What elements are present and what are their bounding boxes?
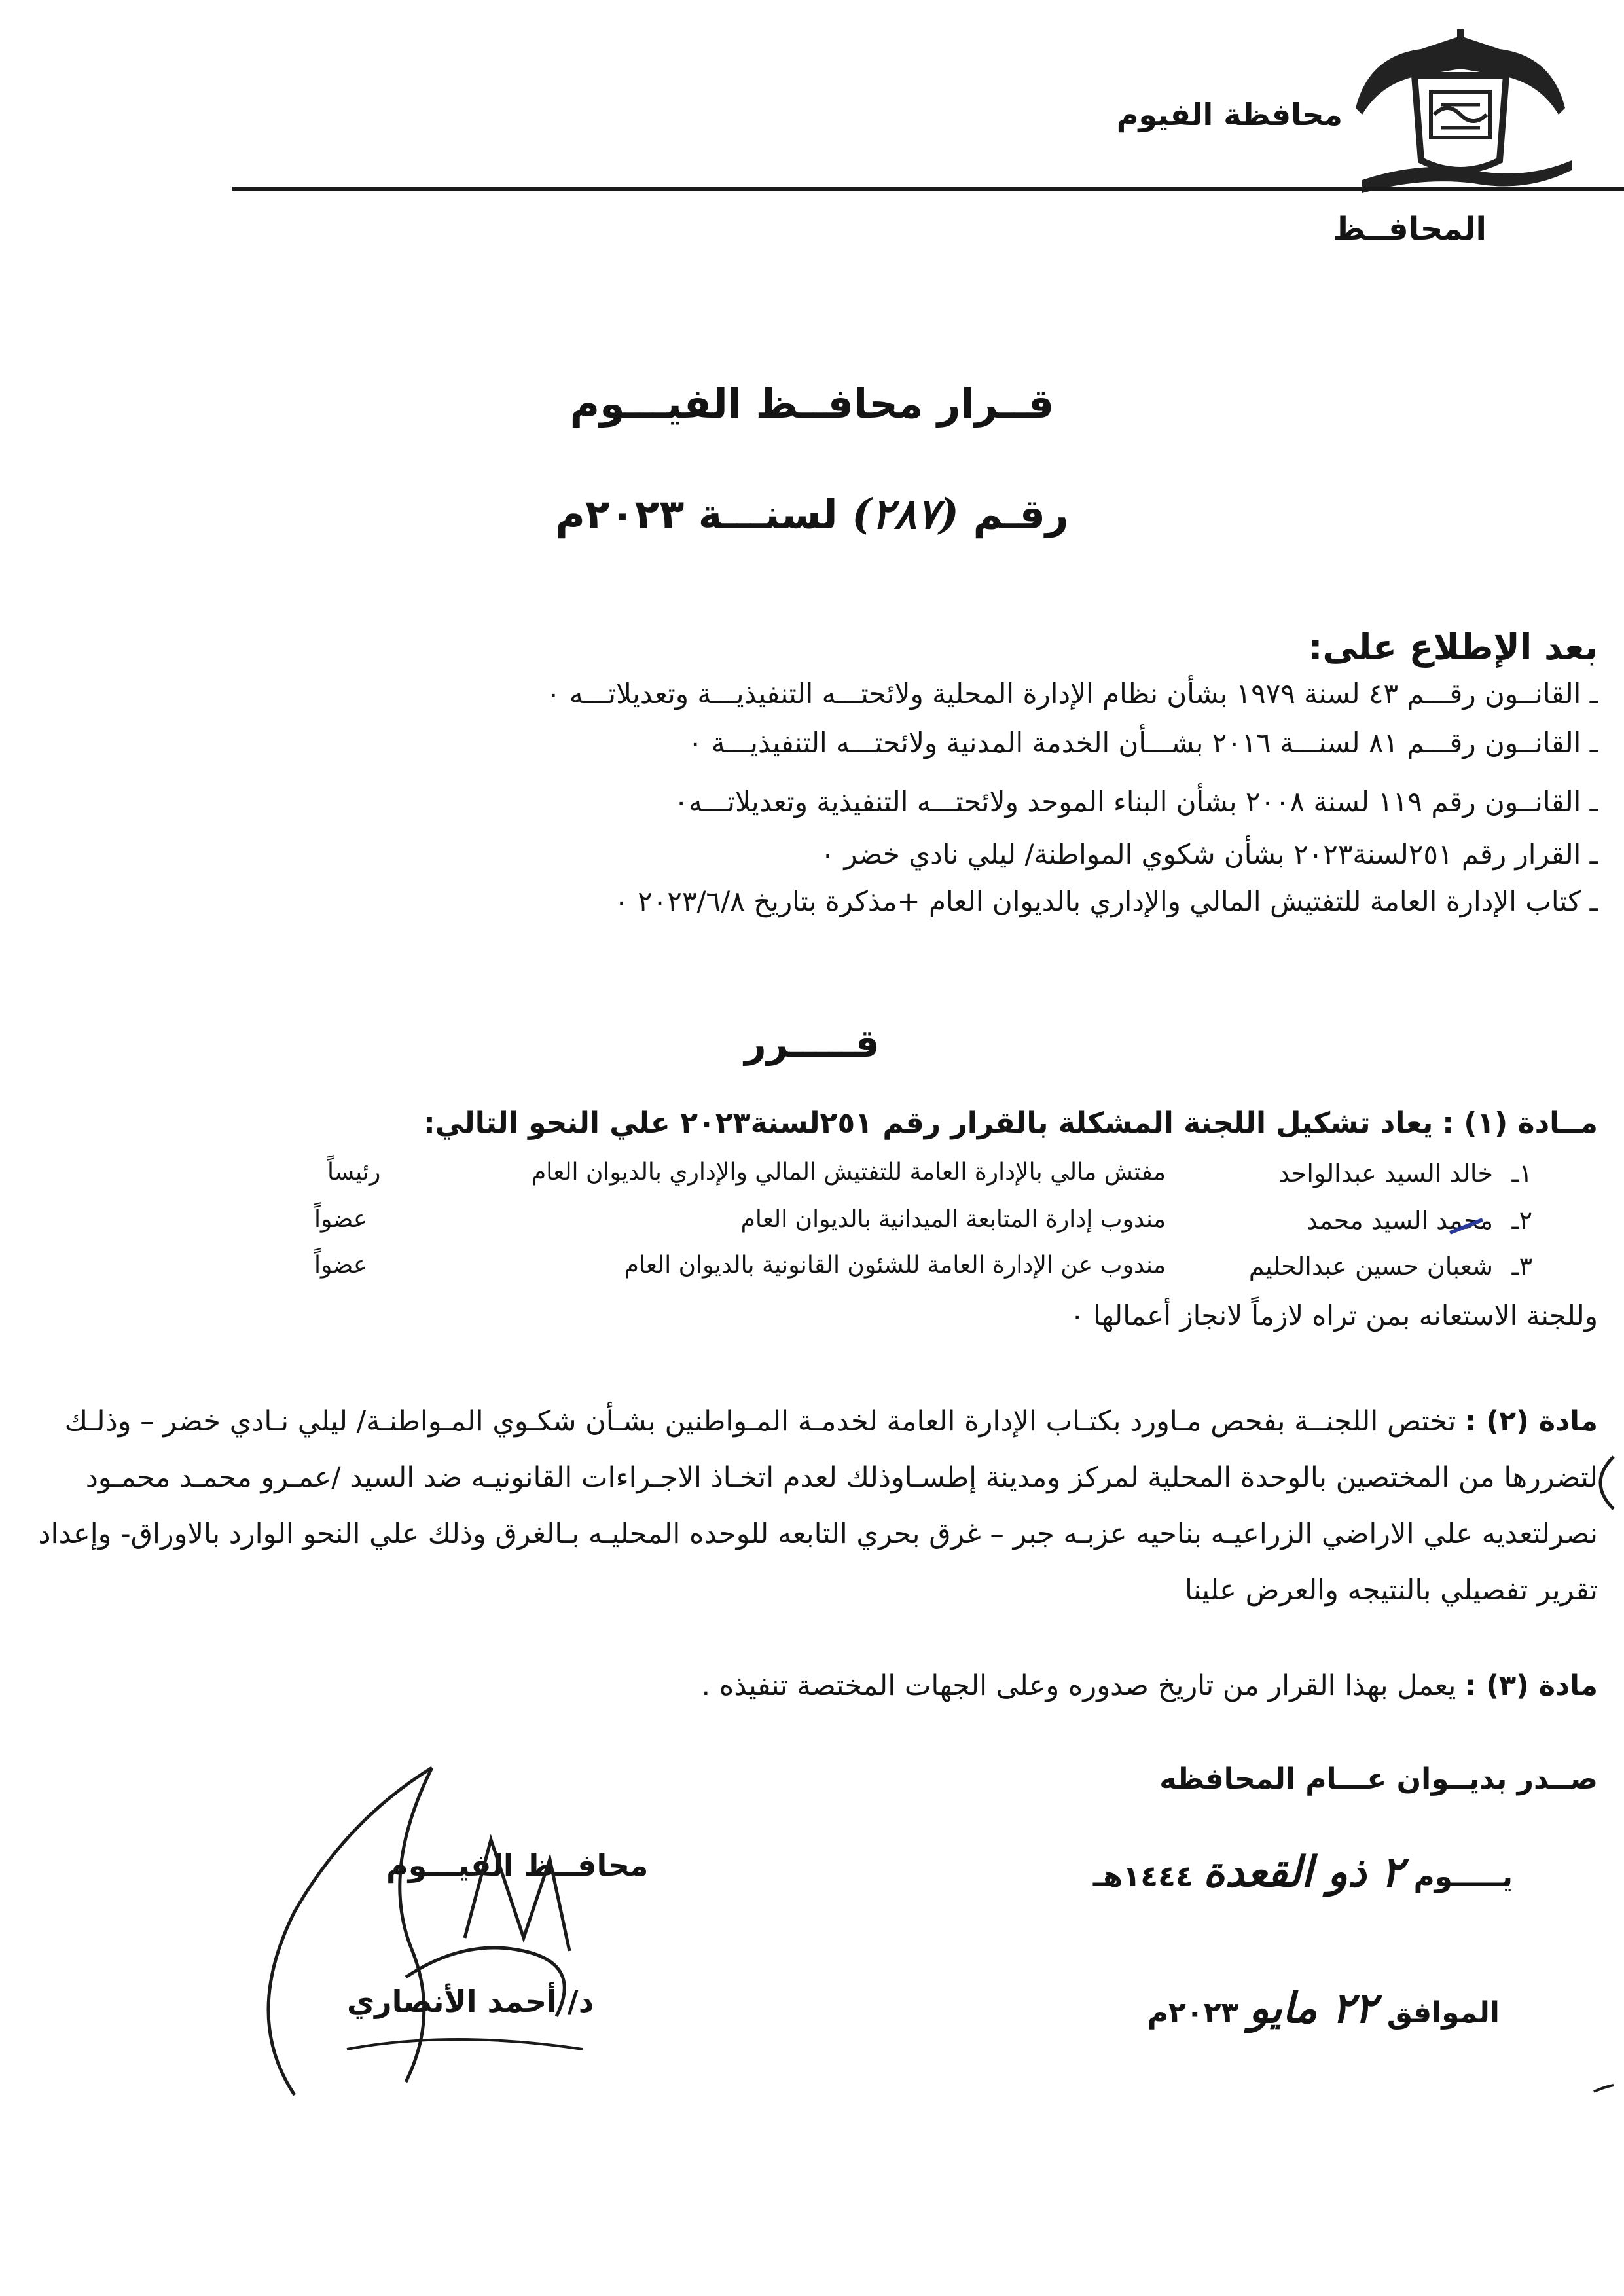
recital-item: ـ كتاب الإدارة العامة للتفتيش المالي والإداري بالديوان العام +مذكرة بتاريخ ٢٠٢٣/٦/٨ ٠ xyxy=(614,885,1598,917)
hijri-year: ١٤٤٤هـ xyxy=(1092,1860,1193,1893)
article-1 xyxy=(424,1106,1598,1140)
corresponding-label: الموافق xyxy=(1386,1996,1500,2030)
handwritten-signature-icon xyxy=(216,1741,687,2121)
member-name: شعبان حسين عبدالحليم xyxy=(1248,1252,1493,1281)
article-3-text: يعمل بهذا القرار من تاريخ صدوره وعلى الجهات المختصة تنفيذه . xyxy=(701,1669,1456,1702)
member-position: عضواً xyxy=(314,1252,368,1279)
decree-number-label: رقـم xyxy=(973,490,1069,538)
member-role: مندوب عن الإدارة العامة للشئون القانونية بالديوان العام xyxy=(624,1252,1166,1279)
article-2-label: مادة (٢) : xyxy=(1465,1405,1598,1438)
margin-bracket-icon xyxy=(1584,1453,1617,1512)
article-1-text: يعاد تشكيل اللجنة المشكلة بالقرار رقم ٢٥١لسنة٢٠٢٣ علي النحو التالي: xyxy=(424,1106,1434,1140)
recital-item: ـ القانــون رقم ١١٩ لسنة ٢٠٠٨ بشأن البناء الموحد ولائحتـــه التنفيذية وتعديلاتـــه٠ xyxy=(674,786,1598,818)
recital-item: ـ القرار رقم ٢٥١لسنة٢٠٢٣ بشأن شكوي المواطنة/ ليلي نادي خضر ٠ xyxy=(820,838,1598,870)
gregorian-date-line xyxy=(1147,1984,1500,2033)
issued-at: صــدر بديــوان عـــام المحافظه xyxy=(1159,1762,1598,1796)
governorate-seal-icon xyxy=(1343,29,1578,206)
decree-title: قــرار محافــظ الفيـــوم xyxy=(569,380,1055,428)
article-3-label: مادة (٣) : xyxy=(1465,1669,1598,1702)
member-name: خالد السيد عبدالواحد xyxy=(1278,1159,1493,1188)
member-number: ١ـ xyxy=(1511,1159,1532,1188)
member-role: مندوب إدارة المتابعة الميدانية بالديوان العام xyxy=(740,1206,1166,1233)
recital-item: ـ القانــون رقـــم ٤٣ لسنة ١٩٧٩ بشأن نظام الإدارة المحلية ولائحتـــه التنفيذيـــة وتعديلاتـــه ٠ xyxy=(545,678,1598,710)
office-title: المحافــظ xyxy=(1333,211,1487,247)
margin-tick-icon xyxy=(1591,2082,1617,2095)
signatory-title: محافــظ الفيـــوم xyxy=(386,1848,649,1883)
checkmark-icon xyxy=(1447,1216,1486,1236)
hijri-date-line xyxy=(1093,1848,1513,1897)
day-label: يـــــوم xyxy=(1413,1860,1513,1893)
article-2-text: تختص اللجنــة بفحص مـاورد بكتـاب الإدارة العامة لخدمـة المـواطنين بشـأن شكـوي المـواطنـة/ ليلي نـادي خضر – وذلـك لتضررها من المختصين بالوحدة المحلية لمركز ومدينة إطسـاوذلك لعدم اتخـاذ الاجـراءات القانونيـه ضد السيد /عمـرو محمـد محمـود نصرلتعديه علي الاراضي الزراعيـه بناحيه عزبـه جبر – غرق بحري التابعه للوحده المحليـه بـالغرق وذلك علي النحو الوارد بالاوراق- وإعداد تقرير تفصيلي بالنتيجه والعرض علينا xyxy=(38,1405,1598,1607)
gregorian-year: ٢٠٢٣م xyxy=(1147,1996,1239,2030)
decides-heading: قـــــرر xyxy=(744,1021,880,1066)
governorate-name: محافظة الفيوم xyxy=(1116,97,1343,132)
header-divider xyxy=(232,187,1624,191)
decree-number: (٢٨٧) xyxy=(852,490,959,539)
article-1-label: مــادة (١) : xyxy=(1442,1106,1598,1140)
recitals-heading: بعد الإطلاع على: xyxy=(1308,627,1598,668)
member-name: محمد السيد محمد xyxy=(1306,1206,1493,1235)
member-number: ٢ـ xyxy=(1511,1206,1532,1235)
member-position: رئيساً xyxy=(327,1159,381,1186)
signatory-name: د/ أحمد الأنصاري xyxy=(347,1984,594,2019)
member-role: مفتش مالي بالإدارة العامة للتفتيش المالي والإداري بالديوان العام xyxy=(531,1159,1166,1186)
committee-assistance-clause: وللجنة الاستعانه بمن تراه لازماً لانجاز أعمالها ٠ xyxy=(1070,1300,1598,1332)
hijri-date-handwritten: ٢ ذو القعدة xyxy=(1203,1848,1404,1897)
member-position: عضواً xyxy=(314,1206,368,1233)
member-number: ٣ـ xyxy=(1511,1252,1532,1281)
article-3 xyxy=(701,1669,1598,1702)
article-2 xyxy=(27,1393,1598,1618)
recital-item: ـ القانــون رقـــم ٨١ لسنـــة ٢٠١٦ بشـــأن الخدمة المدنية ولائحتـــه التنفيذيـــة ٠ xyxy=(687,727,1598,759)
decree-number-line xyxy=(0,490,1624,539)
gregorian-date-handwritten: ٢٢ مايو xyxy=(1248,1984,1377,2033)
decree-year: لسنـــة ٢٠٢٣م xyxy=(555,490,838,538)
